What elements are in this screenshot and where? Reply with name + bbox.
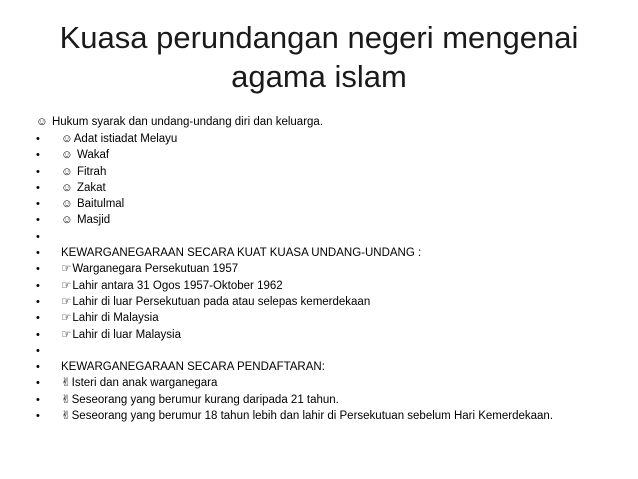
pointing-hand-icon: ☞	[61, 279, 72, 292]
list-item	[36, 359, 553, 375]
slide-title: Kuasa perundangan negeri mengenai agama islam	[59, 20, 579, 94]
list-item	[36, 212, 553, 228]
smiley-icon: ☺	[61, 133, 73, 145]
list-item-text: Isteri dan anak warganegara	[71, 377, 218, 390]
list-item-text: Seseorang yang berumur kurang daripada 21 tahun.	[71, 393, 339, 406]
bullet-icon: •	[36, 279, 40, 292]
list-item	[36, 196, 553, 212]
list-item-text: Fitrah	[73, 165, 107, 178]
list-item-text: KEWARGANEGARAAN SECARA PENDAFTARAN:	[61, 361, 325, 374]
list-item-text: Lahir di luar Persekutuan pada atau selepas kemerdekaan	[72, 295, 371, 308]
list-item	[36, 294, 553, 310]
list-item	[36, 131, 553, 147]
pointing-hand-icon: ☞	[61, 263, 72, 276]
list-item-content	[61, 278, 283, 294]
list-item	[36, 278, 553, 294]
smiley-icon: ☺	[61, 165, 73, 178]
list-item-content	[61, 180, 106, 196]
intro-line-text: Hukum syarak dan undang-undang diri dan keluarga.	[48, 116, 324, 128]
bullet-icon: •	[36, 181, 40, 194]
bullet-icon: •	[36, 377, 40, 390]
smiley-icon: ☺	[61, 214, 73, 227]
list-item	[36, 310, 553, 326]
pointing-hand-icon: ☞	[61, 328, 72, 341]
list-item-text: Baitulmal	[73, 198, 125, 211]
smiley-icon: ☺	[61, 181, 73, 194]
list-item	[36, 261, 553, 277]
bullet-icon: •	[36, 198, 40, 211]
list-item	[36, 229, 553, 245]
list-item-text: Zakat	[73, 181, 106, 194]
list-item-content	[61, 310, 159, 326]
list-item	[36, 327, 553, 343]
victory-hand-icon: ✌	[61, 393, 71, 406]
list-item-content	[61, 245, 421, 261]
list-item	[36, 375, 553, 391]
intro-line	[36, 114, 323, 130]
list-item-content	[61, 164, 106, 180]
list-item-text: Warganegara Persekutuan 1957	[72, 263, 239, 276]
bullet-list	[36, 131, 553, 424]
bullet-icon: •	[36, 263, 40, 276]
smiley-icon: ☺	[61, 149, 73, 162]
bullet-icon: •	[36, 361, 40, 374]
list-item-content	[61, 261, 238, 277]
list-item-text: Lahir antara 31 Ogos 1957-Oktober 1962	[72, 279, 283, 292]
bullet-icon: •	[36, 393, 40, 406]
list-item-text: Adat istiadat Melayu	[73, 133, 178, 145]
list-item-content	[61, 294, 370, 310]
list-item-content	[61, 327, 181, 343]
smiley-icon: ☺	[36, 116, 48, 128]
list-item	[36, 408, 553, 424]
list-item	[36, 392, 553, 408]
list-item-text: KEWARGANEGARAAN SECARA KUAT KUASA UNDANG-UNDANG :	[61, 247, 422, 260]
list-item-text: Masjid	[73, 214, 111, 227]
pointing-hand-icon: ☞	[61, 312, 72, 325]
victory-hand-icon: ✌	[61, 377, 71, 390]
list-item	[36, 164, 553, 180]
list-item-content	[61, 392, 339, 408]
list-item-content	[61, 131, 177, 147]
smiley-icon: ☺	[61, 198, 73, 211]
list-item-content	[61, 212, 110, 228]
bullet-icon: •	[36, 344, 40, 357]
list-item-text: Lahir di luar Malaysia	[72, 328, 181, 341]
list-item	[36, 343, 553, 359]
bullet-icon: •	[36, 165, 40, 178]
list-item-content	[61, 147, 109, 163]
victory-hand-icon: ✌	[61, 410, 71, 423]
list-item-content	[61, 375, 217, 391]
bullet-icon: •	[36, 230, 40, 243]
bullet-icon: •	[36, 149, 40, 162]
bullet-icon: •	[36, 312, 40, 325]
list-item-text: Wakaf	[73, 149, 110, 162]
list-item	[36, 245, 553, 261]
bullet-icon: •	[36, 295, 40, 308]
list-item-text: Lahir di Malaysia	[72, 312, 159, 325]
bullet-icon: •	[36, 410, 40, 423]
pointing-hand-icon: ☞	[61, 295, 72, 308]
bullet-icon: •	[36, 214, 40, 227]
list-item-content	[61, 359, 325, 375]
bullet-icon: •	[36, 247, 40, 260]
list-item-content	[61, 196, 124, 212]
list-item-content	[61, 408, 553, 424]
list-item	[36, 180, 553, 196]
bullet-icon: •	[36, 133, 40, 145]
list-item	[36, 147, 553, 163]
bullet-icon: •	[36, 328, 40, 341]
list-item-text: Seseorang yang berumur 18 tahun lebih dan lahir di Persekutuan sebelum Hari Kemerdekaan.	[71, 410, 554, 423]
